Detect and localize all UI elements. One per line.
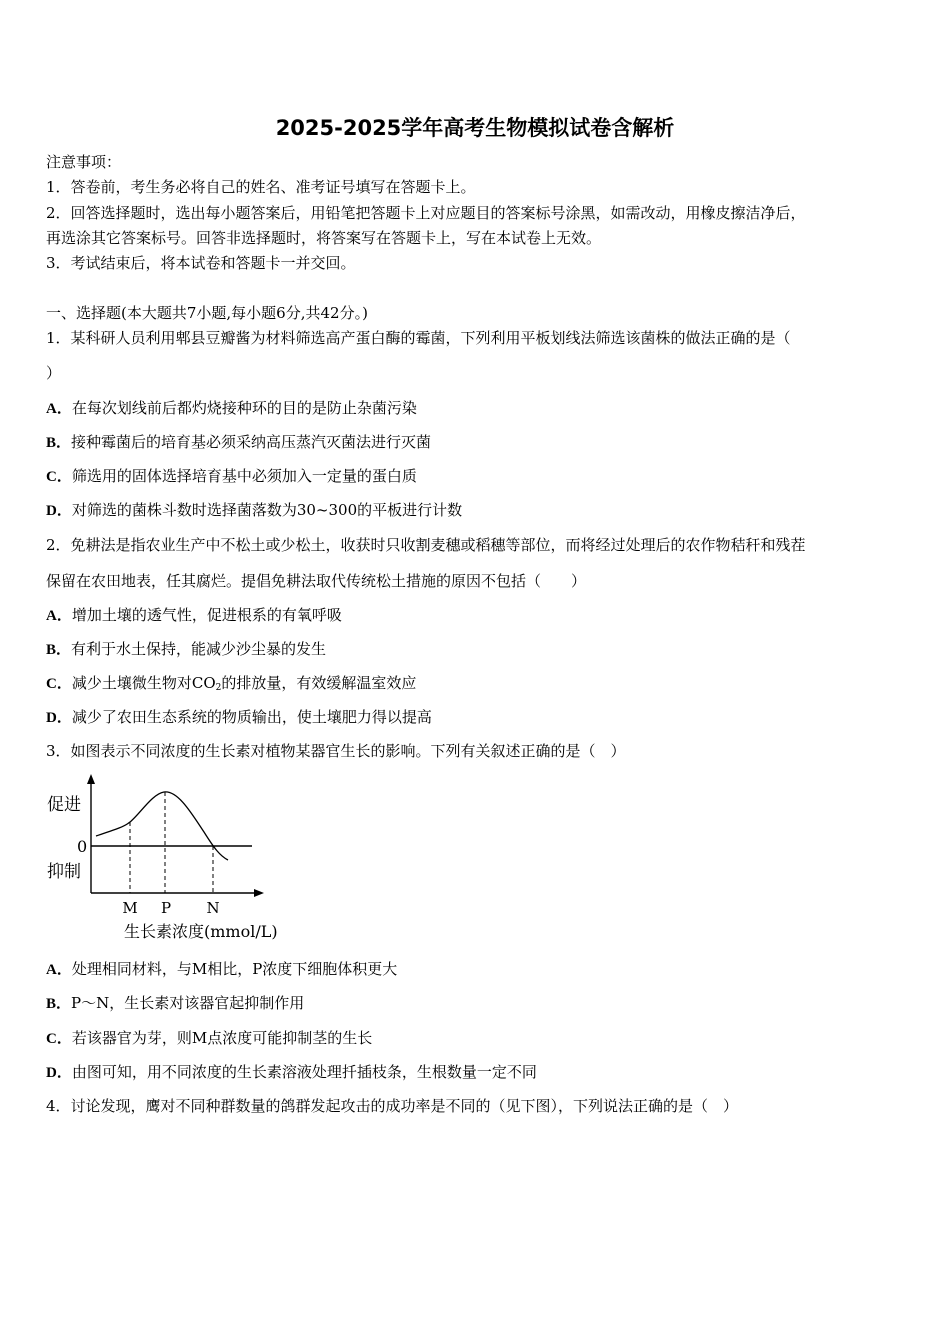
q3-option-b: [46, 993, 304, 1014]
q1-option-a: [46, 398, 417, 419]
option-letter: D．: [46, 710, 72, 726]
option-letter: A．: [46, 401, 72, 417]
subscript: 2: [215, 683, 222, 693]
label-promote: 促进: [47, 795, 81, 815]
notice-item-2: 2．回答选择题时，选出每小题答案后，用铅笔把答题卡上对应题目的答案标号涂黑，如需改动，用橡皮擦洁净后，: [46, 204, 806, 222]
q4-stem: 4．讨论发现，鹰对不同种群数量的鸽群发起攻击的成功率是不同的（见下图），下列说法正确的是（ ）: [46, 1097, 739, 1115]
notice-item-3: 3．考试结束后，将本试卷和答题卡一并交回。: [46, 254, 356, 272]
option-letter: C．: [46, 676, 72, 692]
growth-hormone-figure: [44, 770, 304, 950]
option-text: 减少土壤微生物对CO: [71, 674, 216, 692]
q3-option-c: [46, 1028, 372, 1049]
q3-option-a: [46, 959, 397, 980]
option-text: 处理相同材料，与M相比，P浓度下细胞体积更大: [71, 960, 398, 978]
label-zero: 0: [77, 837, 88, 856]
x-axis-label: 生长素浓度(mmol/L): [124, 922, 278, 941]
option-text: 对筛选的菌株斗数时选择菌落数为30~300的平板进行计数: [71, 501, 463, 519]
x-axis-arrow: [254, 889, 264, 897]
option-text: 接种霉菌后的培育基必须采纳高压蒸汽灭菌法进行灭菌: [71, 433, 432, 451]
response-curve: [96, 792, 228, 860]
q1-stem: 1．某科研人员利用郫县豆瓣酱为材料筛选高产蛋白酶的霉菌，下列利用平板划线法筛选该菌株的做法正确的是（: [46, 329, 791, 347]
option-letter: B．: [46, 642, 72, 658]
q3-stem: 3．如图表示不同浓度的生长素对植物某器官生长的影响。下列有关叙述正确的是（ ）: [46, 742, 626, 760]
q2-option-c: [46, 673, 416, 698]
option-text: 减少了农田生态系统的物质输出，使土壤肥力得以提高: [71, 708, 432, 726]
q1-option-c: [46, 466, 417, 487]
option-text: 筛选用的固体选择培育基中必须加入一定量的蛋白质: [71, 467, 417, 485]
option-letter: D．: [46, 1065, 72, 1081]
option-text: 若该器官为芽，则M点浓度可能抑制茎的生长: [71, 1029, 373, 1047]
notice-heading: 注意事项：: [46, 153, 122, 171]
option-letter: B．: [46, 435, 72, 451]
q1-stem-end: ）: [46, 364, 62, 382]
option-text: 由图可知，用不同浓度的生长素溶液处理扦插枝条，生根数量一定不同: [71, 1063, 537, 1081]
option-letter: B．: [46, 996, 72, 1012]
label-inhibit: 抑制: [47, 862, 81, 882]
section-heading: 一、选择题(本大题共7小题,每小题6分,共42分。): [46, 304, 368, 322]
option-letter: C．: [46, 1031, 72, 1047]
option-letter: D．: [46, 503, 72, 519]
option-letter: A．: [46, 608, 72, 624]
tick-m: M: [122, 899, 138, 917]
option-letter: A．: [46, 962, 72, 978]
y-axis-arrow: [87, 774, 95, 784]
q3-option-d: [46, 1062, 537, 1083]
notice-item-1: 1．答卷前，考生务必将自己的姓名、准考证号填写在答题卡上。: [46, 178, 476, 196]
q2-stem-cont: 保留在农田地表，任其腐烂。提倡免耕法取代传统松土措施的原因不包括（ ）: [46, 572, 587, 590]
q1-option-b: [46, 432, 431, 453]
q2-option-a: [46, 605, 342, 626]
q2-option-b: [46, 639, 326, 660]
q2-option-d: [46, 707, 432, 728]
option-text: P～N，生长素对该器官起抑制作用: [71, 994, 305, 1012]
tick-n: N: [206, 899, 220, 917]
option-text: 有利于水土保持，能减少沙尘暴的发生: [71, 640, 327, 658]
page-title: 2025-2025学年高考生物模拟试卷含解析: [275, 116, 675, 140]
notice-item-2-cont: 再选涂其它答案标号。回答非选择题时，将答案写在答题卡上，写在本试卷上无效。: [46, 229, 602, 247]
option-text: 在每次划线前后都灼烧接种环的目的是防止杂菌污染: [71, 399, 417, 417]
tick-p: P: [160, 899, 172, 917]
option-text: 的排放量，有效缓解温室效应: [221, 674, 417, 692]
q1-option-d: [46, 500, 462, 521]
option-letter: C．: [46, 469, 72, 485]
q2-stem: 2．免耕法是指农业生产中不松土或少松土，收获时只收割麦穗或稻穗等部位，而将经过处理后的农作物秸秆和残茬: [46, 536, 806, 554]
option-text: 增加土壤的透气性，促进根系的有氧呼吸: [71, 606, 342, 624]
